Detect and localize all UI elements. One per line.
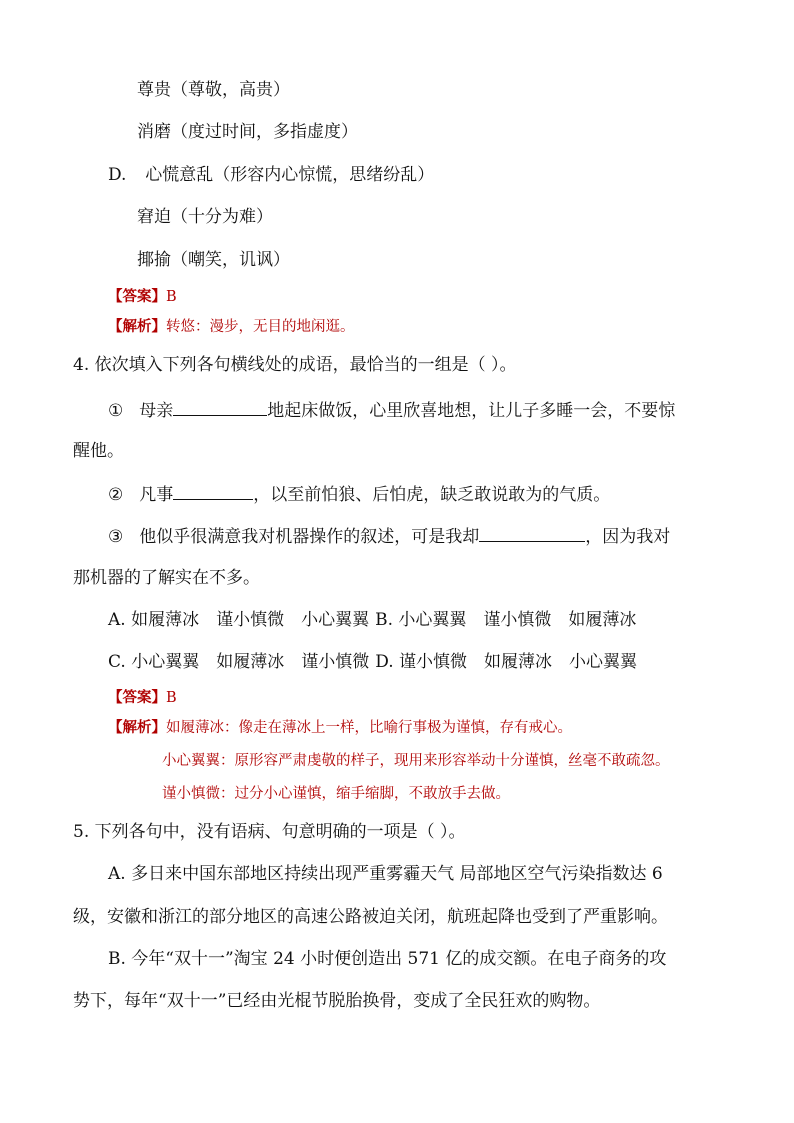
analysis-text: 转悠：漫步，无目的地闲逛。	[166, 319, 355, 335]
q4-analysis-2: 小心翼翼：原形容严肃虔敬的样子，现用来形容举动十分谨慎，丝毫不敢疏忽。	[162, 753, 670, 769]
q4-options-row-2	[108, 651, 637, 673]
answer-tag: 【答案】	[108, 288, 166, 305]
sentence-text: 凡事	[139, 485, 174, 505]
option-a: A. 如履薄冰 谨小慎微 小心翼翼	[108, 610, 370, 630]
q4-answer	[108, 688, 177, 708]
q3-option-d-line-3: 揶揄（嘲笑，讥讽）	[137, 250, 290, 270]
q5-option-a-line-1: A. 多日来中国东部地区持续出现严重雾霾天气 局部地区空气污染指数达 6	[108, 864, 663, 884]
q4-options-row-1	[108, 609, 636, 631]
q4-sentence-2	[108, 482, 610, 506]
fill-blank[interactable]	[173, 398, 267, 416]
analysis-tag: 【解析】	[108, 318, 166, 335]
sentence-number: ②	[108, 485, 124, 505]
fill-blank[interactable]	[479, 524, 585, 542]
option-d-label: D.	[108, 165, 127, 185]
analysis-text: 如履薄冰：像走在薄冰上一样，比喻行事极为谨慎，存有戒心。	[166, 720, 572, 736]
q4-sentence-3	[108, 524, 670, 548]
q4-sentence-1-cont: 醒他。	[73, 441, 124, 461]
sentence-text: 母亲	[139, 401, 174, 421]
sentence-text: ，以至前怕狼、后怕虎，缺乏敢说敢为的气质。	[253, 485, 611, 505]
analysis-tag: 【解析】	[108, 719, 166, 736]
q3-analysis	[108, 317, 355, 337]
sentence-number: ③	[108, 527, 124, 547]
q3-option-c-line-2: 消磨（度过时间，多指虚度）	[137, 122, 358, 142]
q5-option-b-line-1: B. 今年“双十一”淘宝 24 小时便创造出 571 亿的成交额。在电子商务的攻	[108, 949, 667, 969]
option-c: C. 小心翼翼 如履薄冰 谨小慎微	[108, 652, 370, 672]
answer-value: B	[166, 690, 177, 706]
option-d: D. 谨小慎微 如履薄冰 小心翼翼	[375, 652, 638, 672]
q5-option-b-line-2: 势下，每年“双十一”已经由光棍节脱胎换骨，变成了全民狂欢的购物。	[73, 991, 601, 1011]
q3-option-d-line-1	[108, 164, 434, 186]
option-d-text: 心慌意乱（形容内心惊慌，思绪纷乱）	[145, 165, 435, 185]
q4-stem: 4. 依次填入下列各句横线处的成语，最恰当的一组是（ ）。	[73, 355, 517, 375]
q5-option-a-line-2: 级，安徽和浙江的部分地区的高速公路被迫关闭，航班起降也受到了严重影响。	[73, 907, 668, 927]
q4-sentence-3-cont: 那机器的了解实在不多。	[73, 568, 260, 588]
q4-analysis-1	[108, 718, 572, 738]
answer-value: B	[166, 289, 177, 305]
sentence-number: ①	[108, 401, 124, 421]
sentence-text: ，因为我对	[585, 527, 671, 547]
q4-sentence-1	[108, 398, 675, 422]
sentence-text: 地起床做饭，心里欣喜地想，让儿子多睡一会，不要惊	[267, 401, 676, 421]
answer-tag: 【答案】	[108, 689, 166, 706]
q3-answer	[108, 287, 177, 307]
q4-analysis-3: 谨小慎微：过分小心谨慎，缩手缩脚，不敢放手去做。	[162, 786, 510, 802]
fill-blank[interactable]	[173, 482, 253, 500]
option-b: B. 小心翼翼 谨小慎微 如履薄冰	[375, 610, 637, 630]
q3-option-c-line-1: 尊贵（尊敬，高贵）	[137, 80, 290, 100]
q5-stem: 5. 下列各句中，没有语病、句意明确的一项是（ ）。	[73, 822, 466, 842]
q3-option-d-line-2: 窘迫（十分为难）	[137, 207, 273, 227]
sentence-text: 他似乎很满意我对机器操作的叙述，可是我却	[139, 527, 480, 547]
